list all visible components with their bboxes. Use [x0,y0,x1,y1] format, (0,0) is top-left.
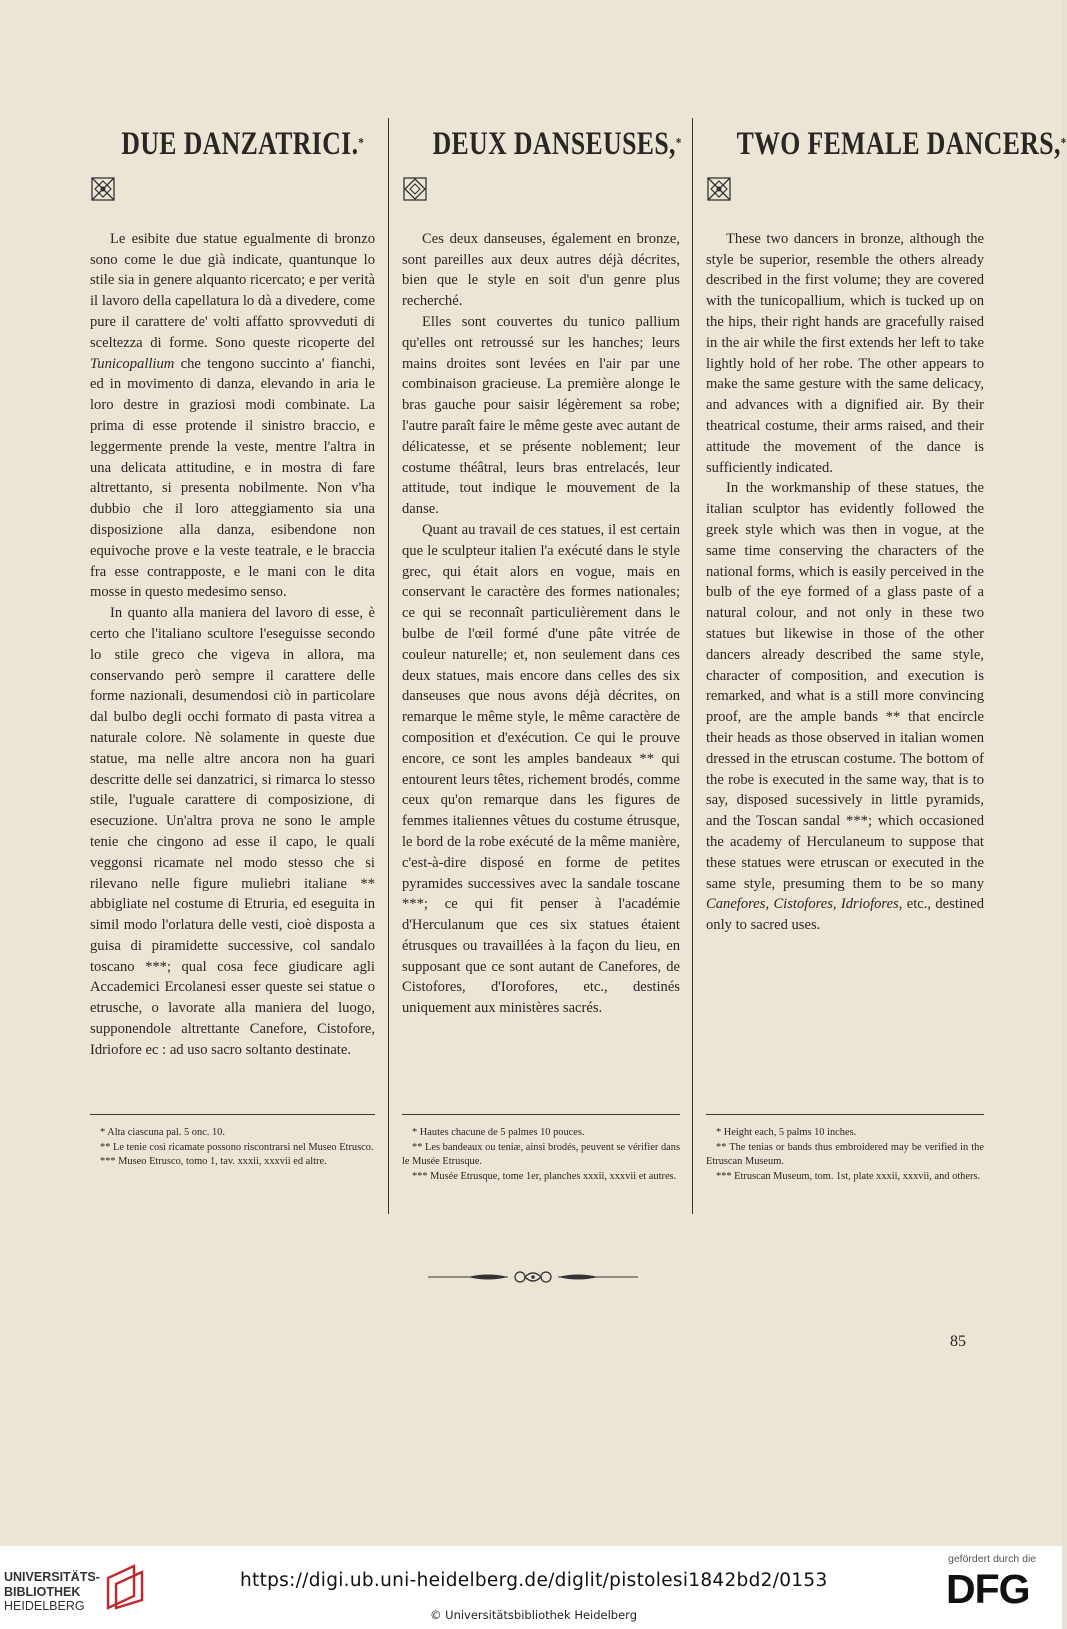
column-italian [90,110,375,1061]
paragraph: Quant au travail de ces statues, il est certain que le sculpteur italien l'a exécuté dans le style grec, qui était alors en vogue, mais en conservant le caractère des formes nationales; ce qui se reconnaît particulièrement dans le bulbe de l'œil formé d'une pâte vitrée de couleur naturelle; et, non seulement dans ces deux statues, mais encore dans celles des six danseuses que nous avons déjà décrites, on remarque le même style, le même caractère de composition et d'exécution. Ce qui le prouve encore, ce sont les amples bandeaux ** qui entourent leurs têtes, richement brodés, comme ceux qu'on remarque dans les figures de femmes italiennes vêtues du costume étrusque, le bord de la robe exécuté de la même manière, c'est-à-dire disposé en forme de petites pyramides successives avec la sandale toscane ***; ce qui fit penser à l'académie d'Herculanum que ces six statues étaient étrusques ou travaillées à la façon du lieu, en supposant que ce sont autant de Canefores, de Cistofores, d'Iorofores, etc., destinés uniquement aux ministères sacrés. [402,521,680,1017]
logo-line: BIBLIOTHEK [4,1584,81,1599]
footnote-rule [706,1114,984,1115]
footnote: ** Les bandeaux ou teniæ, ainsi brodés, peuvent se vérifier dans le Musée Etrusque. [402,1141,680,1168]
body-french [402,229,680,1019]
title-italian: DUE DANZATRICI.* [121,126,365,162]
diamond-ornament-icon [402,176,428,202]
column-divider [388,118,389,1214]
paragraph: Elles sont couvertes du tunico pallium qu'elles ont retroussé sur les hanches; leurs mains droites sont levées en l'air par une combinaison gracieuse. La première alonge le bras gauche pour saisir légèrement sa robe; l'autre paraît faire le même geste avec autant de délicatesse, et se présente noblement; leur costume théâtral, leurs bras entrelacés, leur attitude, tout indique le mouvement de la danse. [402,313,680,518]
footnote: * Alta ciascuna pal. 5 onc. 10. [100,1127,225,1138]
paragraph: In the workmanship of these statues, the italian sculptor has evidently followed the greek style which was then in vogue, at the same time conserving the characters of the national forms, which is easily perceived in the bulb of the eye formed of a glass paste of a natural colour, and not only in these two statues but likewise in those of the other dancers already described the same style, character of composition, and execution is remarked, and what is a still more convincing proof, are the ample bands ** that encircle their heads as those observed in italian women dressed in the etruscan costume. The bottom of the robe is executed in the same way, that is to say, disposed sucessively in little pyramids, and the Toscan sandal ***; which occasioned the academy of Herculaneum to suppose that these statues were etruscan or executed in the same style, presuming them to be so many Canefores, Cistofores, Idriofores, etc., destined only to sacred uses. [706,480,985,934]
paragraph: These two dancers in bronze, although the style be superior, resemble the others already described in the first volume; they are covered with the tunicopallium, which is tucked up on the hips, their right hands are gracefully raised in the air while the first extends her left to take lightly hold of her robe. The other appears to make the same gesture with the same delicacy, and advances with a dignified air. By their theatrical costume, their arms raised, and their attitude the movement of the dance is sufficiently indicated. [706,230,984,476]
dfg-logo: DFG [946,1566,1030,1612]
footnote: *** Etruscan Museum, tom. 1st, plate xxxii, xxxvii, and others. [716,1170,981,1182]
column-english [706,110,1067,936]
logo-line: HEIDELBERG [4,1599,85,1613]
column-french [402,110,680,1019]
funded-by-label: gefördert durch die [948,1553,1037,1565]
footnote: *** Museo Etrusco, tomo 1, tav. xxxii, xxxvii ed altre. [100,1156,327,1168]
diamond-ornament-icon [706,176,732,202]
title-english: TWO FEMALE DANCERS,* [736,126,1067,162]
library-footer [0,1546,1062,1629]
paragraph: In quanto alla maniera del lavoro di esse, è certo che l'italiano scultore l'eseguisse secondo lo stile greco che vigeva in allora, ma conservando però sempre il carattere delle forme nazionali, desumendosi ciò in particolare dal bulbo degli occhi formato di pasta vitrea a naturale colore. Nè solamente in queste due statue, ma nelle altre ancora non ha guari descritte delle sei danzatrici, si rimarca lo stesso stile, l'uguale carattere di composizione, di esecuzione. Un'altra prova ne sono le ample tenie che cingono ad esse il capo, le quali veggonsi ricamate nel modo stesso che si rilevano nelle figure muliebri italiane ** abbigliate nel costume di Etruria, ed eseguita in simil modo l'orlatura delle vesti, cioè disposta a guisa di piramidette successive, col sandalo toscano ***; qual cosa fece giudicare agli Accademici Ercolanesi esser queste sei statue o etrusche, o lavorate alla maniera del luogo, supponendole altrettante Canefore, Cistofore, Idriofore ec : ad uso sacro soltanto destinate. [90,605,375,1058]
body-english [706,229,984,936]
diamond-ornament-icon [90,176,116,202]
footnotes-italian [90,1126,375,1170]
copyright-notice: © Universitätsbibliothek Heidelberg [430,1608,638,1622]
paragraph: Le esibite due statue egualmente di bronzo sono come le due già indicate, quantunque lo stile sia in genere alquanto ricercato; e per verità il lavoro della capellatura lo dà a divedere, come pure il carattere de' volti affatto sprovveduti di sceltezza di forme. Sono queste ricoperte del Tunicopallium che tengono succinto a' fianchi, ed in movimento di danza, elevando in aria le loro destre in graziosi modi combinate. La prima di esse protende il sinistro braccio, e leggermente prende la veste, mentre l'altra in una delicata attitudine, e in mostra di fare altrettanto, si presenta nobilmente. Non v'ha dubbio che il loro atteggiamento sia una disposizione alla danza, esibendone non equivoche prove e la veste teatrale, e le braccia fra esse contrapposte, e le mani con le dita mosse in questo medesimo senso. [90,230,375,601]
footnote: ** Le tenie così ricamate possono riscontrarsi nel Museo Etrusco. [100,1141,374,1153]
page-number: 85 [950,1333,966,1350]
permalink-url[interactable]: https://digi.ub.uni-heidelberg.de/diglit/pistolesi1842bd2/0153 [240,1570,828,1591]
footnotes-french [402,1126,680,1184]
column-divider [692,118,693,1214]
body-italian [90,229,375,1061]
ub-heidelberg-mark-icon [104,1564,148,1610]
title-french: DEUX DANSEUSES,* [432,126,682,162]
footnote: *** Musée Etrusque, tome 1er, planches xxxii, xxxvii et autres. [412,1170,677,1182]
paragraph: Ces deux danseuses, également en bronze, sont pareilles aux deux autres déjà décrites, bien que le style en soit d'un genre plus recherché. [402,230,680,310]
footnote: ** The tenias or bands thus embroidered may be verified in the Etruscan Museum. [706,1141,984,1168]
footnotes-english [706,1126,984,1184]
footnote-rule [402,1114,680,1115]
logo-line: UNIVERSITÄTS- [4,1570,100,1584]
footnote: * Height each, 5 palms 10 inches. [716,1127,857,1138]
fleuron-divider-icon [428,1268,638,1286]
ub-heidelberg-logo-text [4,1570,100,1614]
footnote-rule [90,1114,375,1115]
footnote: * Hautes chacune de 5 palmes 10 pouces. [412,1127,585,1138]
